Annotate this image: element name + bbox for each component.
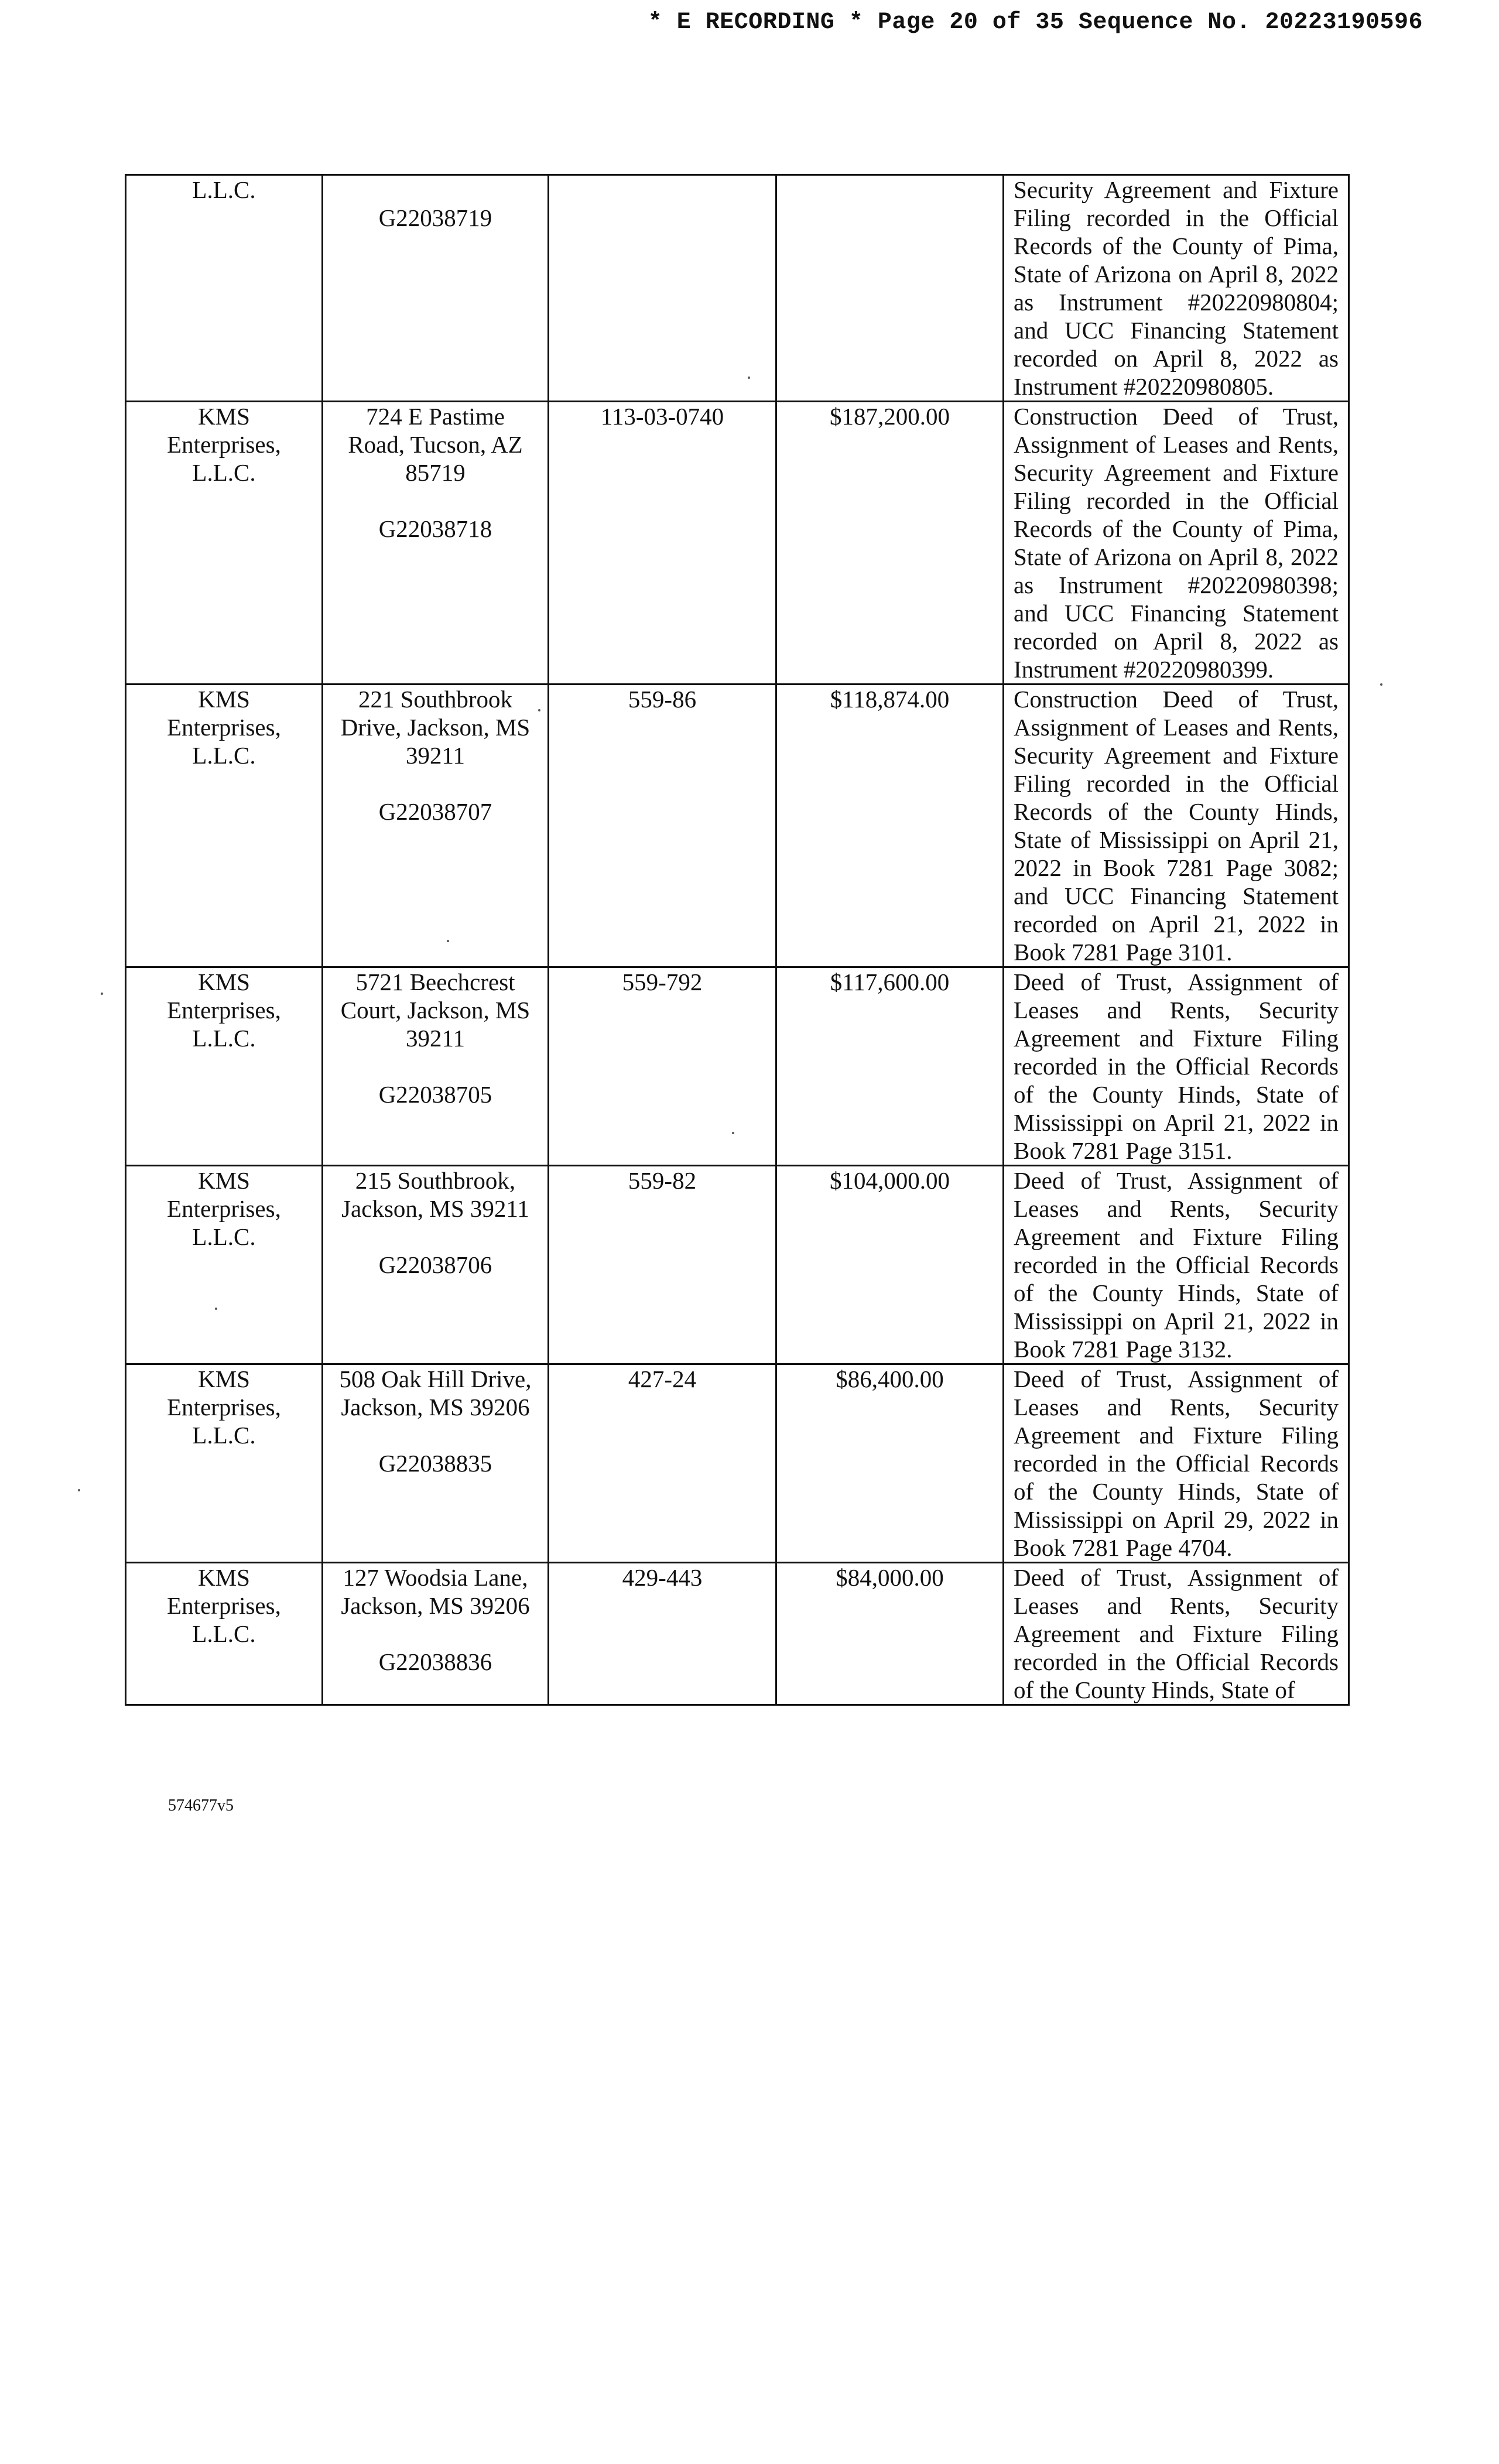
property-id: G22038835 xyxy=(378,1450,492,1477)
entity-cell xyxy=(126,1166,323,1364)
entity-line: L.L.C. xyxy=(192,176,256,203)
parcel-number: 113-03-0740 xyxy=(600,403,724,430)
loan-amount: $187,200.00 xyxy=(830,403,950,430)
address-line: 39211 xyxy=(406,1025,465,1052)
parcel-cell xyxy=(549,685,776,967)
entity-line: Enterprises, xyxy=(167,1394,281,1421)
loan-amount: $117,600.00 xyxy=(830,969,950,995)
parcel-number: 559-82 xyxy=(628,1167,697,1194)
property-records-table xyxy=(125,174,1350,1706)
loan-amount: $104,000.00 xyxy=(830,1167,950,1194)
amount-cell xyxy=(776,402,1004,685)
spacer xyxy=(333,1620,538,1648)
entity-line: Enterprises, xyxy=(167,997,281,1024)
scan-speck xyxy=(447,940,449,942)
spacer xyxy=(333,1421,538,1449)
address-cell xyxy=(323,685,549,967)
entity-line: Enterprises, xyxy=(167,1195,281,1222)
entity-line: KMS xyxy=(198,1564,250,1591)
parcel-cell xyxy=(549,1364,776,1563)
entity-line: L.L.C. xyxy=(192,742,256,769)
loan-amount: $84,000.00 xyxy=(836,1564,944,1591)
parcel-number: 559-792 xyxy=(622,969,703,995)
entity-line: KMS xyxy=(198,969,250,995)
entity-line: KMS xyxy=(198,1366,250,1392)
table-row xyxy=(126,685,1349,967)
address-line: Jackson, MS 39211 xyxy=(341,1195,529,1222)
description-cell: Deed of Trust, Assignment of Leases and Rents, Security Agreement and Fixture Filing recorded in the Official Records of the County Hinds, State of Mississippi on April 21, 2022 in Book 7281 Page 3151. xyxy=(1004,967,1349,1166)
entity-line: Enterprises, xyxy=(167,714,281,741)
parcel-number: 427-24 xyxy=(628,1366,697,1392)
address-cell xyxy=(323,175,549,402)
entity-cell xyxy=(126,685,323,967)
entity-line: L.L.C. xyxy=(192,1620,256,1647)
scan-speck xyxy=(538,709,540,711)
property-id: G22038707 xyxy=(378,798,492,825)
entity-line: L.L.C. xyxy=(192,1025,256,1052)
address-cell xyxy=(323,1166,549,1364)
entity-line: KMS xyxy=(198,403,250,430)
property-id: G22038718 xyxy=(378,515,492,542)
address-cell xyxy=(323,1563,549,1705)
entity-cell xyxy=(126,1364,323,1563)
entity-line: L.L.C. xyxy=(192,1422,256,1449)
amount-cell xyxy=(776,685,1004,967)
spacer xyxy=(333,487,538,515)
parcel-number: 559-86 xyxy=(628,686,697,713)
address-cell xyxy=(323,402,549,685)
description-cell: Deed of Trust, Assignment of Leases and Rents, Security Agreement and Fixture Filing recorded in the Official Records of the County Hinds, State of Mississippi on April 29, 2022 in Book 7281 Page 4704. xyxy=(1004,1364,1349,1563)
address-line: 5721 Beechcrest xyxy=(355,969,515,995)
property-id: G22038719 xyxy=(378,204,492,231)
recording-header: * E RECORDING * Page 20 of 35 Sequence No. 20223190596 xyxy=(648,9,1423,36)
address-line: Drive, Jackson, MS xyxy=(340,714,531,741)
parcel-cell xyxy=(549,1563,776,1705)
address-line: 221 Southbrook xyxy=(358,686,513,713)
property-id: G22038836 xyxy=(378,1648,492,1675)
description-cell: Deed of Trust, Assignment of Leases and Rents, Security Agreement and Fixture Filing recorded in the Official Records of the County Hinds, State of xyxy=(1004,1563,1349,1705)
description-cell: Security Agreement and Fixture Filing recorded in the Official Records of the County of Pima, State of Arizona on April 8, 2022 as Instrument #20220980804; and UCC Financing Statement recorded on April 8, 2022 as Instrument #20220980805. xyxy=(1004,175,1349,402)
entity-line: Enterprises, xyxy=(167,431,281,458)
description-cell: Construction Deed of Trust, Assignment of Leases and Rents, Security Agreement and Fixture Filing recorded in the Official Records of the County Hinds, State of Mississippi on April 21, 2022 in Book 7281 Page 3082; and UCC Financing Statement recorded on April 21, 2022 in Book 7281 Page 3101. xyxy=(1004,685,1349,967)
address-line: 215 Southbrook, xyxy=(355,1167,516,1194)
amount-cell xyxy=(776,1563,1004,1705)
table-row xyxy=(126,402,1349,685)
address-line: Jackson, MS 39206 xyxy=(341,1394,530,1421)
address-line: 127 Woodsia Lane, xyxy=(343,1564,528,1591)
scan-speck xyxy=(1380,683,1382,686)
entity-line: KMS xyxy=(198,686,250,713)
loan-amount: $86,400.00 xyxy=(836,1366,944,1392)
address-line: 508 Oak Hill Drive, xyxy=(339,1366,532,1392)
parcel-cell xyxy=(549,402,776,685)
description-cell: Deed of Trust, Assignment of Leases and Rents, Security Agreement and Fixture Filing recorded in the Official Records of the County Hinds, State of Mississippi on April 21, 2022 in Book 7281 Page 3132. xyxy=(1004,1166,1349,1364)
table-row xyxy=(126,175,1349,402)
entity-cell xyxy=(126,175,323,402)
amount-cell xyxy=(776,1166,1004,1364)
parcel-cell xyxy=(549,175,776,402)
address-cell xyxy=(323,1364,549,1563)
entity-line: L.L.C. xyxy=(192,459,256,486)
scan-speck xyxy=(78,1489,80,1491)
entity-line: Enterprises, xyxy=(167,1592,281,1619)
address-cell xyxy=(323,967,549,1166)
property-id: G22038706 xyxy=(378,1251,492,1278)
parcel-cell xyxy=(549,1166,776,1364)
entity-cell xyxy=(126,967,323,1166)
table-row xyxy=(126,967,1349,1166)
spacer xyxy=(333,176,538,204)
address-line: Road, Tucson, AZ xyxy=(348,431,523,458)
address-line: Jackson, MS 39206 xyxy=(341,1592,530,1619)
entity-cell xyxy=(126,1563,323,1705)
parcel-cell xyxy=(549,967,776,1166)
amount-cell xyxy=(776,1364,1004,1563)
address-line: 724 E Pastime xyxy=(366,403,505,430)
scan-speck xyxy=(732,1132,734,1134)
loan-amount: $118,874.00 xyxy=(830,686,950,713)
address-line: Court, Jackson, MS xyxy=(340,997,531,1024)
scan-speck xyxy=(215,1308,217,1310)
spacer xyxy=(333,769,538,798)
scan-speck xyxy=(101,993,103,995)
spacer xyxy=(333,1223,538,1251)
table-row xyxy=(126,1166,1349,1364)
scan-speck xyxy=(748,377,750,379)
description-cell: Construction Deed of Trust, Assignment of Leases and Rents, Security Agreement and Fixture Filing recorded in the Official Records of the County of Pima, State of Arizona on April 8, 2022 as Instrument #20220980398; and UCC Financing Statement recorded on April 8, 2022 as Instrument #20220980399. xyxy=(1004,402,1349,685)
entity-line: KMS xyxy=(198,1167,250,1194)
amount-cell xyxy=(776,175,1004,402)
amount-cell xyxy=(776,967,1004,1166)
document-id: 574677v5 xyxy=(168,1796,234,1815)
address-line: 39211 xyxy=(406,742,465,769)
spacer xyxy=(333,1052,538,1080)
table-row xyxy=(126,1364,1349,1563)
property-id: G22038705 xyxy=(378,1081,492,1108)
entity-cell xyxy=(126,402,323,685)
entity-line: L.L.C. xyxy=(192,1223,256,1250)
parcel-number: 429-443 xyxy=(622,1564,703,1591)
address-line: 85719 xyxy=(405,459,466,486)
table-row xyxy=(126,1563,1349,1705)
